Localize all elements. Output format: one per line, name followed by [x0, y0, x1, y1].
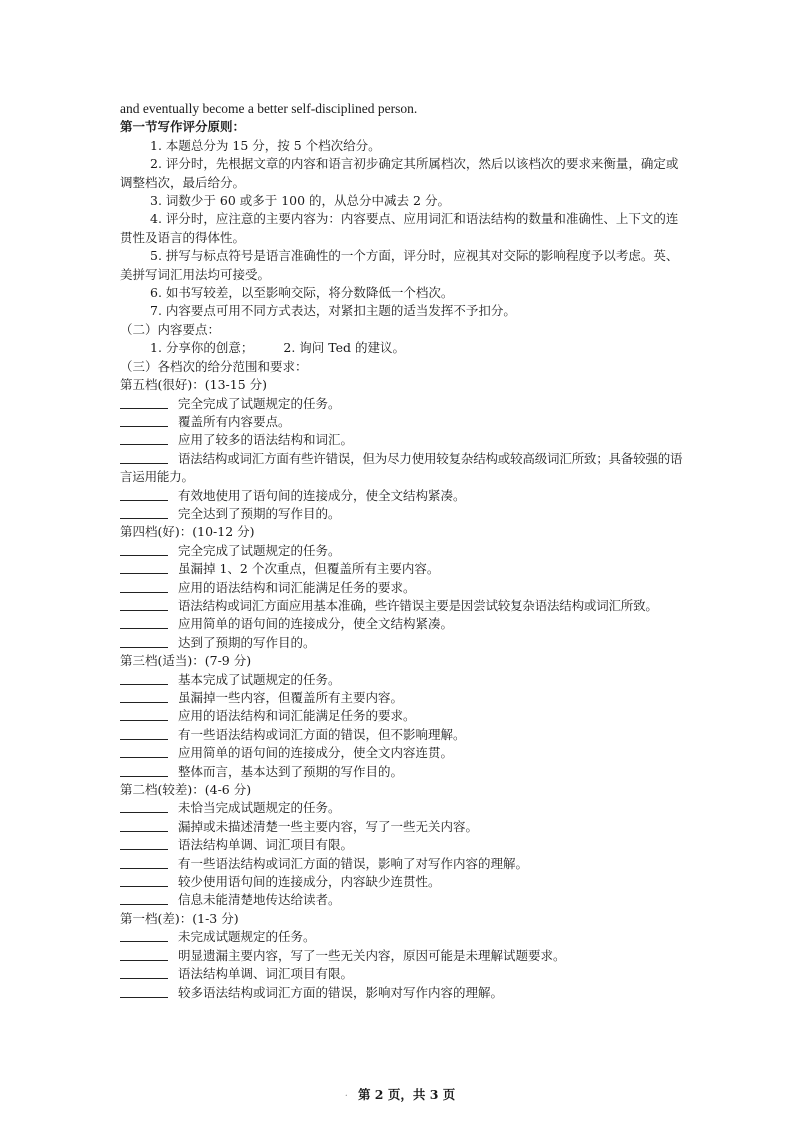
answer-blank — [120, 414, 168, 427]
answer-blank — [120, 874, 168, 887]
answer-blank — [120, 727, 168, 740]
level-1-criterion: 未完成试题规定的任务。 — [120, 928, 686, 946]
answer-blank — [120, 598, 168, 611]
level-3-criterion: 应用的语法结构和词汇能满足任务的要求。 — [120, 707, 686, 725]
point-1: 1. 分享你的创意； — [150, 340, 254, 356]
level-4-criterion: 达到了预期的写作目的。 — [120, 634, 686, 652]
level-2-title: 第二档(较差)：(4-6 分) — [120, 782, 252, 798]
section-title: 第一节写作评分原则： — [120, 119, 246, 135]
level-4-criterion: 应用的语法结构和词汇能满足任务的要求。 — [120, 579, 686, 597]
level-3-criterion: 有一些语法结构或词汇方面的错误，但不影响理解。 — [120, 726, 686, 744]
level-4-criterion: 应用简单的语句间的连接成分，使全文结构紧凑。 — [120, 615, 686, 633]
level-5-criterion: 有效地使用了语句间的连接成分，使全文结构紧凑。 — [120, 487, 686, 505]
answer-blank — [120, 616, 168, 629]
level-5-criterion: 完全达到了预期的写作目的。 — [120, 505, 686, 523]
answer-blank — [120, 819, 168, 832]
answer-blank — [120, 580, 168, 593]
page-content — [120, 100, 686, 1002]
answer-blank — [120, 985, 168, 998]
rule-7: 7. 内容要点可用不同方式表达，对紧扣主题的适当发挥不予扣分。 — [150, 303, 516, 319]
levels-title: （三）各档次的给分范围和要求： — [120, 358, 308, 374]
level-5-criterion: 语法结构或词汇方面有些许错误，但为尽力使用较复杂结构或较高级词汇所致；具备较强的语言运用能力。 — [120, 450, 683, 485]
answer-blank — [120, 966, 168, 979]
level-4-criterion: 语法结构或词汇方面应用基本准确，些许错误主要是因尝试较复杂语法结构或词汇所致。 — [120, 597, 686, 615]
level-2-criterion: 信息未能清楚地传达给读者。 — [120, 891, 686, 909]
rule-6: 6. 如书写较差，以至影响交际，将分数降低一个档次。 — [150, 285, 454, 301]
level-1-criterion: 语法结构单调、词汇项目有限。 — [120, 965, 686, 983]
level-5-criterion: 覆盖所有内容要点。 — [120, 413, 686, 431]
answer-blank — [120, 561, 168, 574]
rule-2: 2. 评分时，先根据文章的内容和语言初步确定其所属档次，然后以该档次的要求来衡量，确定或调整档次，最后给分。 — [120, 156, 679, 190]
level-1-criterion: 明显遗漏主要内容，写了一些无关内容，原因可能是未理解试题要求。 — [120, 947, 686, 965]
level-2-criterion: 未恰当完成试题规定的任务。 — [120, 799, 686, 817]
answer-blank — [120, 488, 168, 501]
answer-blank — [120, 543, 168, 556]
answer-blank — [120, 764, 168, 777]
page-footer — [0, 1085, 800, 1103]
answer-blank — [120, 506, 168, 519]
intro-fragment: and eventually become a better self-disciplined person. — [120, 101, 418, 116]
answer-blank — [120, 948, 168, 961]
answer-blank — [120, 432, 168, 445]
answer-blank — [120, 856, 168, 869]
answer-blank — [120, 396, 168, 409]
level-2-criterion: 较少使用语句间的连接成分，内容缺少连贯性。 — [120, 873, 686, 891]
answer-blank — [120, 837, 168, 850]
answer-blank — [120, 451, 168, 464]
point-2: 2. 询问 Ted 的建议。 — [283, 340, 405, 356]
level-2-criterion: 漏掉或未描述清楚一些主要内容，写了一些无关内容。 — [120, 818, 686, 836]
answer-blank — [120, 672, 168, 685]
answer-blank — [120, 690, 168, 703]
content-points — [120, 339, 686, 357]
rule-4: 4. 评分时，应注意的主要内容为：内容要点、应用词汇和语法结构的数量和准确性、上下文的连贯性及语言的得体性。 — [120, 211, 679, 245]
answer-blank — [120, 800, 168, 813]
rule-1: 1. 本题总分为 15 分，按 5 个档次给分。 — [150, 137, 381, 153]
level-5-criterion: 完全完成了试题规定的任务。 — [120, 395, 686, 413]
level-3-criterion: 整体而言，基本达到了预期的写作目的。 — [120, 763, 686, 781]
level-4-title: 第四档(好)：(10-12 分) — [120, 524, 255, 540]
level-4-criterion: 虽漏掉 1、2 个次重点，但覆盖所有主要内容。 — [120, 560, 686, 578]
answer-blank — [120, 635, 168, 648]
page-number: 第 2 页，共 3 页 — [357, 1087, 456, 1102]
level-4-criterion: 完全完成了试题规定的任务。 — [120, 542, 686, 560]
answer-blank — [120, 929, 168, 942]
level-3-title: 第三档(适当)：(7-9 分) — [120, 653, 252, 669]
level-1-title: 第一档(差)：(1-3 分) — [120, 910, 239, 926]
rule-3: 3. 词数少于 60 或多于 100 的，从总分中减去 2 分。 — [150, 193, 450, 209]
points-title: （二）内容要点： — [120, 321, 221, 337]
level-5-title: 第五档(很好)：(13-15 分) — [120, 377, 268, 393]
level-3-criterion: 基本完成了试题规定的任务。 — [120, 671, 686, 689]
answer-blank — [120, 708, 168, 721]
footer-mark: · — [344, 1091, 348, 1102]
answer-blank — [120, 745, 168, 758]
level-1-criterion: 较多语法结构或词汇方面的错误，影响对写作内容的理解。 — [120, 984, 686, 1002]
level-3-criterion: 应用简单的语句间的连接成分，使全文内容连贯。 — [120, 744, 686, 762]
answer-blank — [120, 892, 168, 905]
level-3-criterion: 虽漏掉一些内容，但覆盖所有主要内容。 — [120, 689, 686, 707]
level-2-criterion: 语法结构单调、词汇项目有限。 — [120, 836, 686, 854]
level-5-criterion: 应用了较多的语法结构和词汇。 — [120, 431, 686, 449]
rule-5: 5. 拼写与标点符号是语言准确性的一个方面，评分时，应视其对交际的影响程度予以考虑。英、美拼写词汇用法均可接受。 — [120, 248, 679, 282]
level-2-criterion: 有一些语法结构或词汇方面的错误，影响了对写作内容的理解。 — [120, 855, 686, 873]
